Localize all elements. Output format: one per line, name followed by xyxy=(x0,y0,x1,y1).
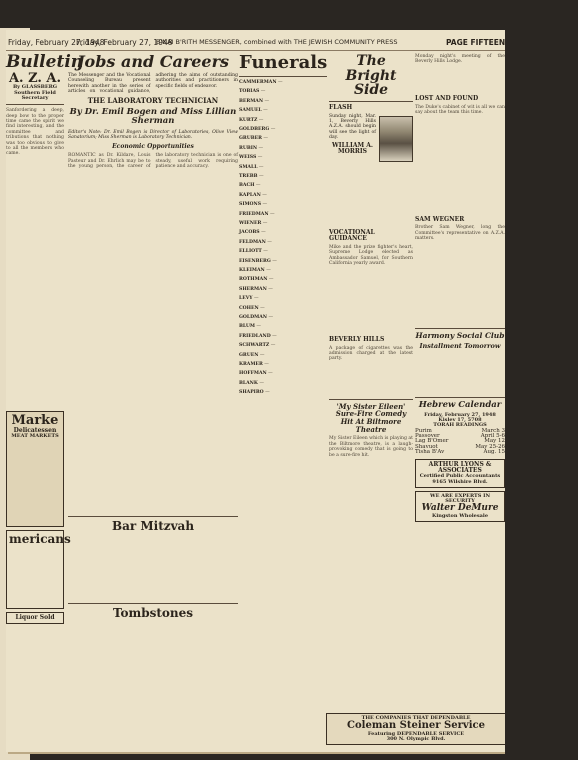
funeral-entry: GRUEN — xyxy=(239,352,265,358)
funeral-name: KRAMER xyxy=(239,362,263,368)
funeral-entry: BERMAN — xyxy=(239,98,270,104)
column-bright-side xyxy=(328,54,414,754)
newspaper-page xyxy=(6,30,506,752)
coleman-ad-sub: Featuring DEPENDABLE SERVICE xyxy=(367,730,465,737)
funeral-name: FELDMAN xyxy=(239,239,266,245)
bulletin-byline: By GLASSBERG xyxy=(12,84,58,91)
funeral-entry: TOBIAS — xyxy=(239,89,266,95)
demure-ad xyxy=(415,491,505,522)
market-ad-title: Marke xyxy=(11,413,59,429)
bulletin-body: Sanfordering a deep, deep bow to the proper time came the spirit we find interesting, and the committee and tributions that nothing was too obvious to give to all the members who came. xyxy=(6,108,64,157)
americans-ad-title: mericans xyxy=(9,532,71,547)
funeral-name: LEVY xyxy=(239,296,253,302)
funeral-name: BLANK xyxy=(239,380,258,386)
funeral-name: WEISS xyxy=(239,155,257,161)
funeral-name: BERMAN xyxy=(239,98,264,104)
funeral-entry: FELDMAN — xyxy=(239,239,272,245)
folio-line xyxy=(6,38,506,51)
funeral-entry: GRUBER — xyxy=(239,136,269,142)
sam-wegner-body: Brother Sam Wegner, long the Committee's representative on A.Z.A. matters. xyxy=(415,225,505,241)
vocational-heading: VOCATIONAL GUIDANCE xyxy=(329,228,375,243)
column-funerals xyxy=(238,54,328,754)
funeral-entry: BACH — xyxy=(239,183,261,189)
jobs-section: THE LABORATORY TECHNICIAN xyxy=(87,96,219,106)
funeral-entry: SAMUEL — xyxy=(239,108,268,114)
funeral-name: EISENBERG xyxy=(239,258,271,264)
funeral-entry: EISENBERG — xyxy=(239,258,277,264)
calendar-value: May 12 xyxy=(484,438,505,445)
theatre-story-body: My Sister Eileen which is playing at the Biltmore theatre, is a laugh-provoking comedy that is going to be a sure-fire hit. xyxy=(329,436,413,458)
bulletin-subhead: A. Z. A. xyxy=(8,70,62,86)
funeral-entry: SIMONS — xyxy=(239,202,268,208)
coleman-ad-name: Coleman Steiner Service xyxy=(347,720,485,732)
bulletin-byline-title: Southern Field Secretary xyxy=(14,89,56,101)
folio-center-date: Friday, February 27, 1948 xyxy=(76,38,173,47)
lyons-ad-sub: Certified Public Accountants xyxy=(419,473,501,480)
funeral-name: TOBIAS xyxy=(239,89,260,95)
folio-masthead: B'NAI B'RITH MESSENGER, combined with THE JEWISH COMMUNITY PRESS xyxy=(156,38,398,46)
torah-readings-heading: TORAH READINGS xyxy=(433,422,487,429)
funeral-name: RUBIN xyxy=(239,145,258,151)
funeral-entry: RUBIN — xyxy=(239,145,264,151)
funeral-entry: LEVY — xyxy=(239,296,259,302)
theatre-story-headline: 'My Sister Eileen' Sure-Fire Comedy Hit At Biltmore Theatre xyxy=(335,401,407,434)
jobs-eco-heading: Economic Opportunities xyxy=(112,142,194,150)
beverly-hills-heading: BEVERLY HILLS xyxy=(329,336,385,344)
calendar-label: Lag B'Omer xyxy=(415,438,449,445)
calendar-row xyxy=(415,450,505,455)
lyons-ad-address: 9165 Wilshire Blvd. xyxy=(432,478,488,485)
funeral-name: KLEIMAN xyxy=(239,268,265,274)
market-ad xyxy=(6,411,64,527)
funeral-entry: JACOBS — xyxy=(239,230,266,236)
funeral-entry: BLANK — xyxy=(239,380,264,386)
portrait-photo xyxy=(379,116,413,162)
funeral-entry: KRAMER — xyxy=(239,362,269,368)
bright-side-headline: The Bright Side xyxy=(345,53,397,99)
funeral-entry: ELLIOTT — xyxy=(239,249,268,255)
coleman-steiner-ad xyxy=(326,713,506,745)
funeral-name: ROTHMAN xyxy=(239,277,268,283)
funeral-name: COHEN xyxy=(239,305,259,311)
funeral-entry: GOLDBERG — xyxy=(239,126,276,132)
funeral-entry: KAPLAN — xyxy=(239,192,267,198)
funeral-entry: HOFFMAN — xyxy=(239,371,273,377)
market-ad-line: MEAT MARKETS xyxy=(11,433,59,440)
lost-found-body: The Duke's cabinet of wit is all we can say about the team this time. xyxy=(415,104,505,115)
funeral-entry: KLEIMAN — xyxy=(239,268,271,274)
calendar-value: March 3 xyxy=(481,427,505,434)
coleman-ad-top: THE COMPANIES THAT DEPENDABLE xyxy=(361,715,471,721)
funeral-name: GRUBER xyxy=(239,136,262,142)
right-intro: Monday night's meeting of the Beverly Hills Lodge. xyxy=(415,54,505,65)
jobs-editor-note: Editor's Note: Dr. Emil Bogen is Director of Laboratories, Olive View Sanatorium; Miss Sherman is Laboratory Technician. xyxy=(68,129,238,141)
calendar-value: May 25-26 xyxy=(475,443,505,450)
americans-ad xyxy=(6,530,71,609)
background-shadow xyxy=(505,30,578,760)
funeral-entry: FRIEDLAND — xyxy=(239,333,277,339)
lost-found-heading: LOST AND FOUND xyxy=(415,95,479,102)
coleman-ad-address: 300 N. Olympic Blvd. xyxy=(386,736,446,742)
bulletin-headline: Bulletin xyxy=(6,52,84,72)
jobs-byline: By Dr. Emil Bogen and Miss Lillian Sherman xyxy=(69,107,237,127)
funeral-name: BLUM xyxy=(239,324,255,330)
column-bulletin xyxy=(6,52,84,754)
flash-heading: FLASH xyxy=(329,104,353,112)
funeral-entry: GOLDMAN — xyxy=(239,315,274,321)
funeral-entry: SHERMAN — xyxy=(239,286,273,292)
funeral-entry: TREBB — xyxy=(239,173,264,179)
funeral-name: SHAPIRO xyxy=(239,390,264,396)
demure-ad-top: WE ARE EXPERTS IN SECURITY xyxy=(429,492,491,505)
funeral-entry: ROTHMAN — xyxy=(239,277,274,283)
flash-body: Sunday night, Mar. 1, Beverly Hills A.Z.A. should begin will see the light of day. xyxy=(329,113,376,141)
funeral-name: TREBB xyxy=(239,173,258,179)
calendar-label: Shavuot xyxy=(415,443,438,450)
funeral-entry: WEISS — xyxy=(239,155,263,161)
harmony-heading: Harmony Social Club xyxy=(415,331,505,341)
calendar-label: Passover xyxy=(415,433,440,440)
funeral-entry: SMALL — xyxy=(239,164,264,170)
demure-ad-name: Walter DeMure xyxy=(421,503,499,514)
beverly-hills-body: A package of cigarettes was the admission charged at the latest party. xyxy=(329,345,413,362)
jobs-intro: The Messenger and the Vocational Counseling Bureau present herewith another in the series of articles on vocational guidance, adhering the aims of outstanding authorities and practitioners in specific fields of endeavor. xyxy=(68,72,238,95)
calendar-list xyxy=(415,429,505,456)
funerals-headline: Funerals xyxy=(239,52,328,73)
vocational-body: Mike and the prize fighter's heart, Supreme Lodge elected as Ambassador Samuel, for Southern California yearly award. xyxy=(329,245,413,267)
funeral-entry: SHAPIRO — xyxy=(239,390,270,396)
market-ad-sub: Delicatessen xyxy=(13,426,57,434)
funeral-name: HOFFMAN xyxy=(239,371,267,377)
funeral-name: WIENER xyxy=(239,220,262,226)
hebrew-calendar-date: Friday, February 27, 1948 xyxy=(424,411,496,418)
calendar-label: Purim xyxy=(415,427,432,434)
jobs-body: ROMANTIC as Dr. Kildare, Louis Pasteur and Dr. Ehrlich may be to the young person, the career of the laboratory technician is one of steady, useful work requiring patience and accuracy. xyxy=(68,153,238,170)
hebrew-calendar-hebrew-date: Kislev 17, 5708 xyxy=(438,417,482,424)
funeral-name: KURTZ xyxy=(239,117,258,123)
funeral-list xyxy=(239,80,327,396)
funeral-entry: FRIEDMAN — xyxy=(239,211,275,217)
funeral-name: FRIEDLAND xyxy=(239,333,271,339)
liquor-ad-title: Liquor Sold xyxy=(15,613,55,621)
jobs-headline: Jobs and Careers xyxy=(76,52,230,71)
funeral-name: ELLIOTT xyxy=(239,249,262,255)
funeral-entry: BLUM — xyxy=(239,324,262,330)
funeral-name: SMALL xyxy=(239,164,258,170)
funeral-name: GOLDMAN xyxy=(239,315,267,321)
funeral-name: GRUEN xyxy=(239,352,259,358)
demure-ad-address: Kingston Wholesale xyxy=(431,512,488,519)
column-jobs-careers xyxy=(66,54,240,754)
funeral-entry: KURTZ — xyxy=(239,117,264,123)
funeral-entry: WIENER — xyxy=(239,220,268,226)
funeral-name: SIMONS xyxy=(239,202,262,208)
tombstones-heading: Tombstones xyxy=(112,605,194,620)
funeral-name: GOLDBERG xyxy=(239,126,270,132)
funeral-name: SCHWARTZ xyxy=(239,343,270,349)
funeral-name: BACH xyxy=(239,183,255,189)
folio-left-date: Friday, February 27, 1948 xyxy=(8,38,105,47)
funeral-name: FRIEDMAN xyxy=(239,211,269,217)
folio-page-number: PAGE FIFTEEN xyxy=(446,38,506,47)
funeral-name: SHERMAN xyxy=(239,286,267,292)
calendar-value: Aug. 15 xyxy=(483,449,505,456)
funeral-name: CAMMERMAN xyxy=(239,79,277,85)
calendar-value: April 5-6 xyxy=(480,433,505,440)
photo-caption: WILLIAM A. MORRIS xyxy=(332,141,373,156)
calendar-label: Tisha B'Av xyxy=(415,449,445,456)
harmony-subheading: Installment Tomorrow xyxy=(419,342,501,351)
funeral-name: KAPLAN xyxy=(239,192,261,198)
lyons-ad-name: ARTHUR LYONS & ASSOCIATES xyxy=(428,460,492,474)
column-right xyxy=(414,54,506,704)
funeral-entry: SCHWARTZ — xyxy=(239,343,276,349)
funeral-entry: COHEN — xyxy=(239,305,265,311)
funeral-name: JACOBS xyxy=(239,230,260,236)
funeral-entry: CAMMERMAN — xyxy=(239,79,283,85)
bar-mitzvah-heading: Bar Mitzvah xyxy=(111,519,195,534)
funeral-name: SAMUEL xyxy=(239,108,262,114)
sam-wegner-heading: SAM WEGNER xyxy=(415,215,465,223)
hebrew-calendar-heading: Hebrew Calendar xyxy=(418,399,502,410)
lyons-ad xyxy=(415,459,505,488)
liquor-ad xyxy=(6,612,64,624)
